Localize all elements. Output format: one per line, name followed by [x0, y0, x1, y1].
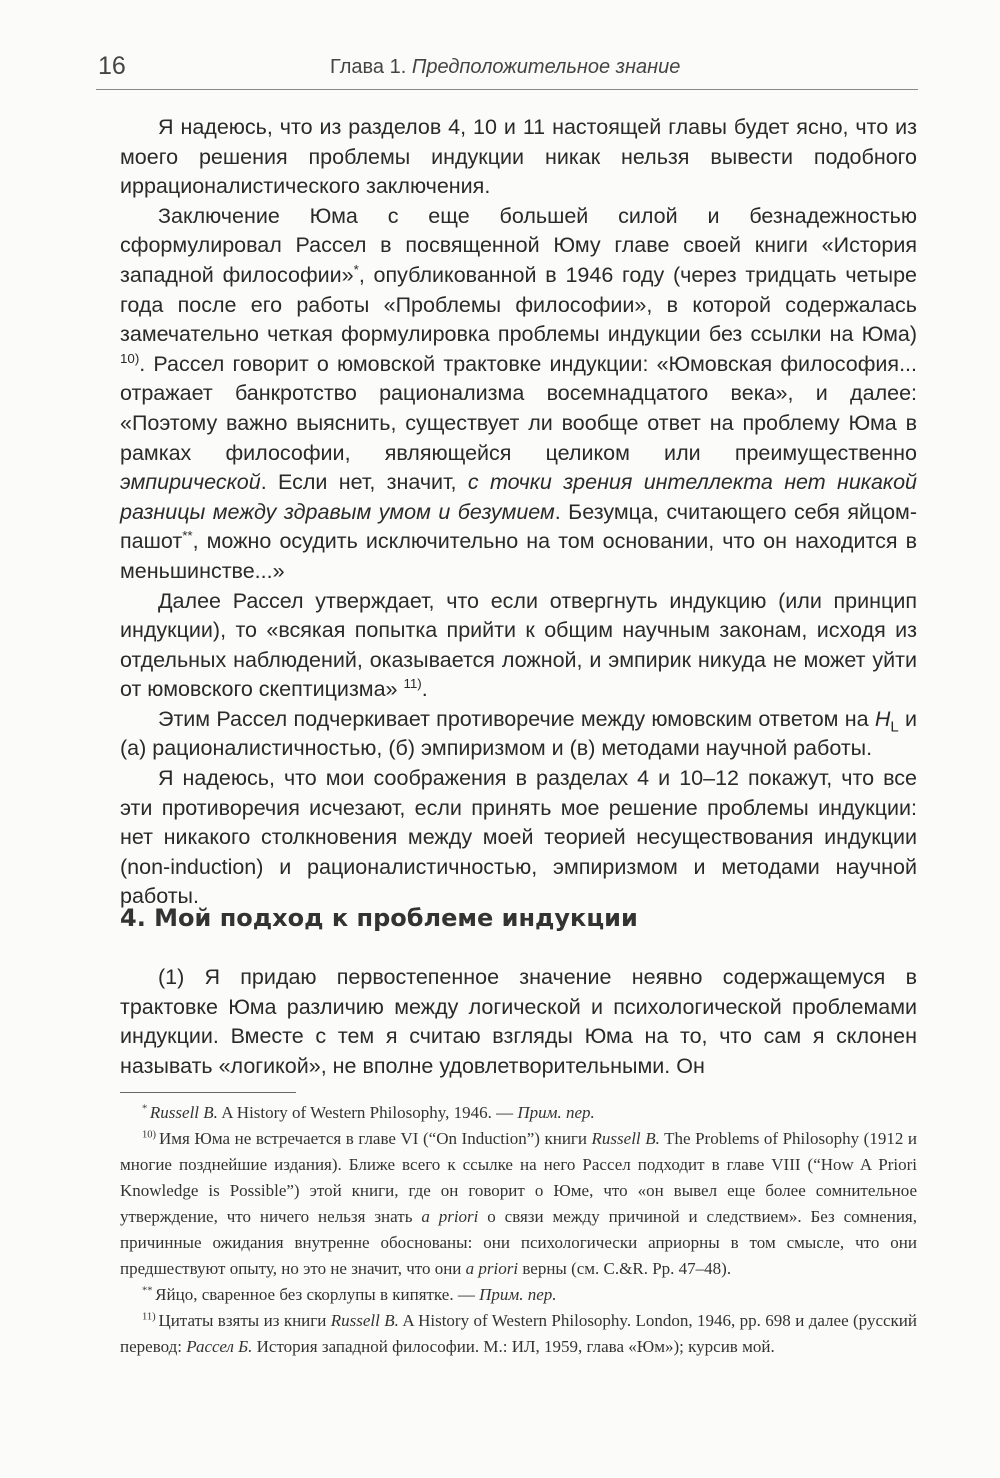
text-run: Имя Юма не встречается в главе VI (“On Induction”) книги — [158, 1129, 592, 1148]
text-run: . — [421, 677, 428, 702]
running-title — [330, 56, 680, 79]
text-run: верны (см. C.&R. Pp. 47–48). — [518, 1259, 732, 1278]
chapter-title: Предположительное знание — [411, 56, 681, 78]
paragraph — [120, 963, 917, 1081]
text-run: Далее Рассел утверждает, что если отвергнуть индукцию (или принцип индукции), то «всякая попытка прийти к общим научным законам, исходя из отдельных наблюдений, оказывается ложной, и эмпирик никуда не может уйти от юмовского скептицизма» — [120, 588, 917, 702]
italic-text: H — [874, 706, 891, 731]
footnote-rule — [120, 1092, 296, 1093]
footnote — [120, 1282, 917, 1308]
paragraph — [120, 113, 917, 202]
text-run: Я надеюсь, что из разделов 4, 10 и 11 настоящей главы будет ясно, что из моего решения проблемы индукции никак нельзя вывести подобного иррационалистического заключения. — [120, 115, 917, 199]
text-run: A History of Western Philosophy, 1946. — — [217, 1103, 518, 1122]
italic-text: Russell B. — [330, 1311, 399, 1330]
running-header — [98, 52, 918, 86]
text-run: Этим Рассел подчеркивает противоречие между юмовским ответом на — [158, 706, 875, 731]
text-run: (1) Я придаю первостепенное значение неявно содержащемуся в трактовке Юма различию между логической и психологической проблемами индукции. Вместе с тем я считаю взгляды Юма на то, что сам я склонен называть «логикой», не вполне удовлетворительными. Он — [120, 965, 917, 1078]
note-marker: 11) — [142, 1311, 159, 1323]
italic-text: a priori — [421, 1207, 479, 1226]
italic-text: Прим. пер. — [479, 1285, 557, 1304]
footnotes — [120, 1100, 917, 1360]
text-run: Я надеюсь, что мои соображения в разделах 4 и 10–12 покажут, что все эти противоречия исчезают, если принять мое решение проблемы индукции: нет никакого столкновения между моей теорией несуществования индукции (non-induction) и рационалистичностью, эмпиризмом и методами научной работы. — [120, 766, 917, 909]
note-marker: 10) — [142, 1129, 159, 1141]
note-marker: 11) — [403, 676, 422, 692]
text-run: Цитаты взяты из книги — [158, 1311, 331, 1330]
italic-text: Прим. пер. — [517, 1103, 595, 1122]
italic-text: Russell B. — [149, 1103, 218, 1122]
header-rule — [96, 89, 918, 90]
italic-text: эмпирической — [120, 470, 261, 495]
text-run: , можно осудить исключительно на том основании, что он находится в меньшинстве...» — [120, 529, 917, 583]
paragraph — [120, 587, 917, 705]
section-text — [120, 963, 917, 1081]
note-marker: ** — [182, 528, 193, 544]
chapter-label: Глава 1. — [330, 56, 407, 78]
text-run: Заключение Юма с еще большей силой и безнадежностью сформулировал Рассел в посвященной Юму главе своей книги «История западной философии» — [120, 203, 917, 287]
note-marker: * — [353, 261, 359, 277]
section-heading: 4. Мой подход к проблеме индукции — [120, 904, 638, 932]
italic-text: Russell B. — [591, 1129, 660, 1148]
text-run: История западной философии. М.: ИЛ, 1959, глава «Юм»); курсив мой. — [252, 1337, 775, 1356]
text-run: Яйцо, сваренное без скорлупы в кипятке. — — [155, 1285, 480, 1304]
text-run: The Problems of Philosophy (1912 и многие позднейшие издания). Ближе всего к ссылке на него Рассел подходит в главе VIII (“How A Priori Knowledge is Possible”) этой книги, где он говорит о Юме, что «он вывел еще более сомнительное утверждение, что ничего нельзя знать — [120, 1129, 917, 1226]
text-run: . Рассел говорит о юмовской трактовке индукции: «Юмовская философия... отражает банкротство рационализма восемнадцатого века», и далее: «Поэтому важно выяснить, существует ли вообще ответ на проблему Юма в рамках философии, являющейся целиком или преимущественно — [120, 351, 917, 465]
italic-text: с точки зрения интеллекта нет никакой разницы между здравым умом и безумием — [120, 470, 917, 524]
body-text — [120, 113, 917, 912]
text-run: . Безумца, считающего себя яйцом-пашот — [120, 499, 917, 554]
note-marker: * — [142, 1103, 150, 1115]
text-run: и (а) рационалистичностью, (б) эмпиризмом и (в) методами научной работы. — [120, 706, 917, 761]
text-run: A History of Western Philosophy. London, 1946, pp. 698 и далее (русский перевод: — [120, 1311, 917, 1356]
page-number: 16 — [98, 52, 126, 80]
paragraph — [120, 202, 917, 587]
paragraph — [120, 764, 917, 912]
footnote — [120, 1100, 917, 1126]
text-run: . Если нет, значит, — [260, 470, 468, 495]
note-marker: ** — [142, 1285, 156, 1297]
footnote — [120, 1126, 917, 1282]
italic-text: Рассел Б. — [186, 1337, 253, 1356]
note-marker: 10) — [120, 350, 140, 366]
text-run: , опубликованной в 1946 году (через тридцать четыре года после его работы «Проблемы философии», в которой содержалась замечательно четкая формулировка проблемы индукции без ссылки на Юма) — [120, 262, 917, 347]
text-run: L — [890, 718, 899, 736]
text-run: о связи между причиной и следствием». Без сомнения, причинные ожидания внутренне обоснованы: они психологически априорны в том смысле, что они предшествуют опыту, но это не значит, что они — [120, 1207, 917, 1278]
paragraph — [120, 705, 917, 764]
italic-text: a priori — [465, 1259, 519, 1278]
footnote — [120, 1308, 917, 1360]
